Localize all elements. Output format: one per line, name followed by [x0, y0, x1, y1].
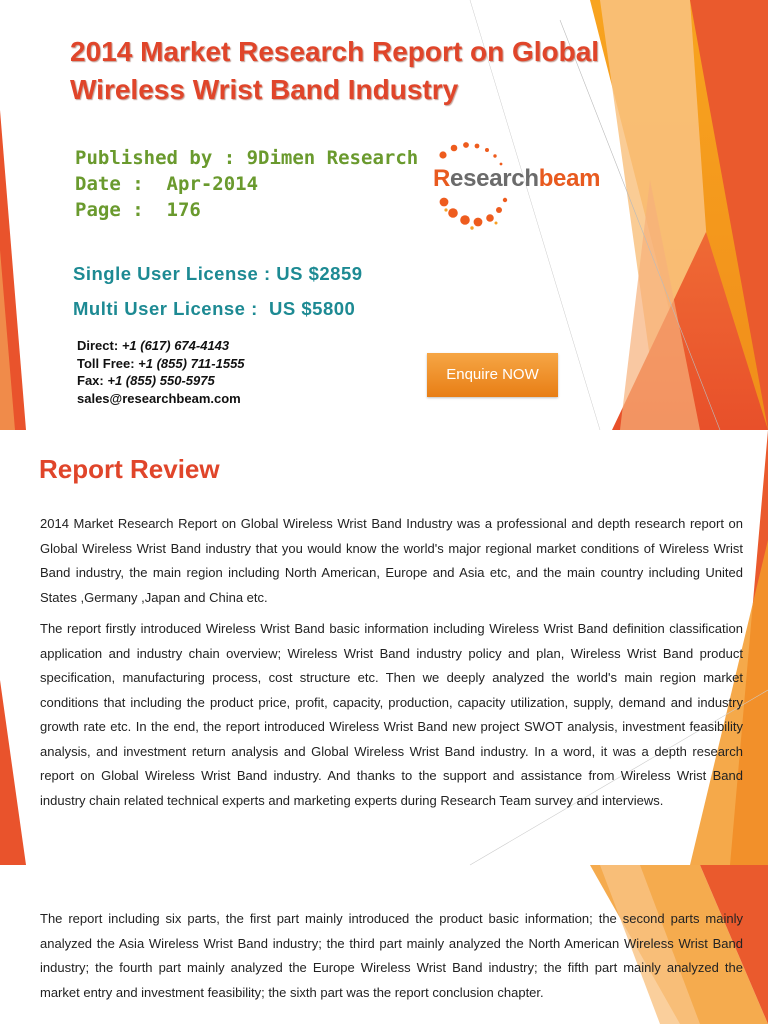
date-row: [75, 171, 418, 197]
fax-row: [77, 372, 245, 390]
direct-label: Direct:: [77, 338, 119, 353]
direct-phone[interactable]: +1 (617) 674-4143: [121, 338, 230, 353]
multi-user-license: [73, 298, 355, 320]
single-user-license: [73, 263, 363, 285]
tollfree-row: [77, 355, 245, 373]
deco-left-triangle-mid: [0, 680, 26, 865]
publisher-row: [75, 145, 418, 171]
fax-number: +1 (855) 550-5975: [107, 373, 215, 388]
review-paragraph-2: The report firstly introduced Wireless Wrist Band basic information including Wireless Wrist Band definition classification application and industry chain overview; Wireless Wrist Band industry policy and plan, Wireless Wrist Band product specification, manufacturing process, cost structure etc. Then we deeply analyzed the world's main region market conditions that including the product price, profit, capacity, production, capacity utilization, supply, demand and industry growth rate etc. In the end, the report introduced Wireless Wrist Band new project SWOT analysis, investment feasibility analysis, and investment return analysis and Global Wireless Wrist Band industry. In a word, it was a depth research report on Global Wireless Wrist Band industry. And thanks to the support and assistance from Wireless Wrist Band industry chain related technical experts and marketing experts during Research Team survey and interviews.: [40, 621, 743, 808]
multi-license-label: Multi User License :: [73, 298, 258, 319]
single-license-price: US $2859: [276, 263, 363, 284]
single-license-label: Single User License :: [73, 263, 271, 284]
page-label: Page :: [75, 199, 144, 221]
date-value: Apr-2014: [166, 173, 259, 195]
page-value: 176: [166, 199, 201, 221]
multi-license-price: US $5800: [269, 298, 356, 319]
review-paragraph-1: 2014 Market Research Report on Global Wireless Wrist Band Industry was a professional and depth research report on Global Wireless Wrist Band industry that you would know the world's major regional market conditions of Wireless Wrist Band industry, the main region including North American, Europe and Asia etc, and the main country including United States ,Germany ,Japan and China etc.: [40, 516, 743, 605]
publisher-value: 9Dimen Research: [246, 147, 419, 169]
logo-word-search: esearch: [450, 165, 539, 192]
email-link[interactable]: sales@researchbeam.com: [77, 390, 241, 406]
logo-letter-r: R: [433, 165, 451, 192]
date-label: Date :: [75, 173, 144, 195]
report-review-heading: Report Review: [39, 454, 220, 484]
contact-block: [77, 337, 245, 407]
enquire-now-button[interactable]: Enquire NOW: [427, 353, 558, 397]
researchbeam-logo: [430, 140, 635, 238]
tollfree-phone[interactable]: +1 (855) 711-1555: [138, 355, 245, 371]
tollfree-label: Toll Free:: [77, 355, 135, 371]
logo-wordmark: [433, 165, 600, 193]
fax-label: Fax:: [77, 373, 104, 388]
direct-row: [77, 337, 245, 355]
publisher-label: Published by :: [75, 147, 236, 169]
logo-word-beam: beam: [538, 165, 601, 192]
page-row: [75, 197, 418, 223]
review-paragraph-3: The report including six parts, the first part mainly introduced the product basic information; the second parts mainly analyzed the Asia Wireless Wrist Band industry; the third part mainly analyzed the North American Wireless Wrist Band industry; the fourth part mainly analyzed the Europe Wireless Wrist Band industry; the fifth part mainly analyzed the market entry and investment feasibility; the sixth part was the report conclusion chapter.: [40, 911, 743, 1000]
report-meta: [75, 145, 418, 223]
report-title: 2014 Market Research Report on Global Wireless Wrist Band Industry: [70, 36, 600, 105]
